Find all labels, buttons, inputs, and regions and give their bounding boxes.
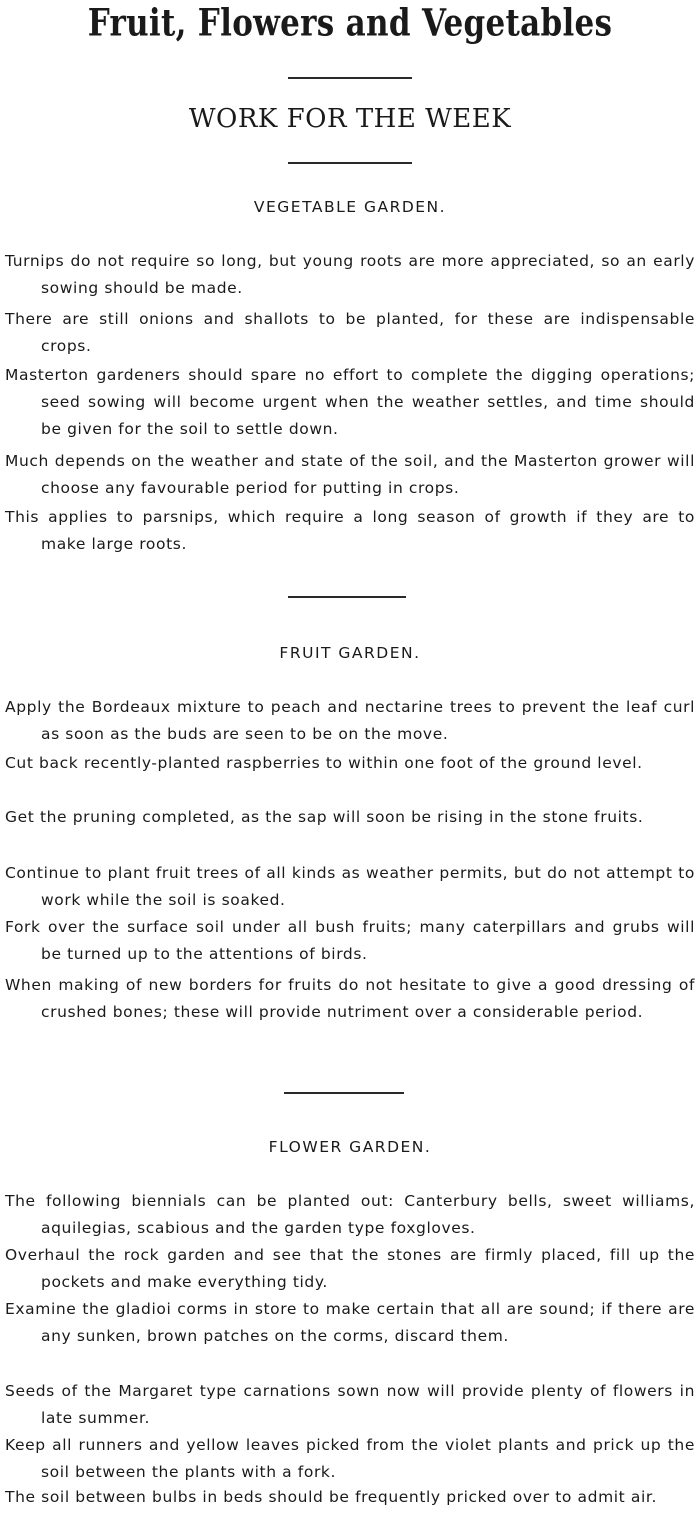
section-rule <box>284 1092 404 1094</box>
list-item: The soil between bulbs in beds should be frequently pricked over to admit air. <box>5 1488 657 1506</box>
list-item: Turnips do not require so long, but young roots are more appreciated, so an early sowing should be made. <box>5 252 695 297</box>
list-item: Much depends on the weather and state of the soil, and the Masterton grower will choose any favourable period for putting in crops. <box>5 452 695 497</box>
list-item: Fork over the surface soil under all bush fruits; many caterpillars and grubs will be turned up to the attentions of birds. <box>5 918 695 963</box>
list-item: When making of new borders for fruits do not hesitate to give a good dressing of crushed bones; these will provide nutriment over a considerable period. <box>5 976 695 1021</box>
title-rule <box>288 77 412 79</box>
list-item: Cut back recently-planted raspberries to within one foot of the ground level. <box>5 754 643 772</box>
list-item: Get the pruning completed, as the sap will soon be rising in the stone fruits. <box>5 808 644 826</box>
list-item: Overhaul the rock garden and see that the stones are firmly placed, fill up the pockets and make everything tidy. <box>5 1246 695 1291</box>
list-item: The following biennials can be planted out: Canterbury bells, sweet williams, aquilegias, scabious and the garden type foxgloves. <box>5 1192 695 1237</box>
section-title-vegetable-garden: VEGETABLE GARDEN. <box>253 198 447 216</box>
list-item: Continue to plant fruit trees of all kinds as weather permits, but do not attempt to work while the soil is soaked. <box>5 864 695 909</box>
article-title: Fruit, Flowers and Vegetables <box>87 2 613 46</box>
section-title-flower-garden: FLOWER GARDEN. <box>268 1138 432 1156</box>
section-title-fruit-garden: FRUIT GARDEN. <box>279 644 421 662</box>
list-item: Examine the gladioi corms in store to make certain that all are sound; if there are any sunken, brown patches on the corms, discard them. <box>5 1300 695 1345</box>
list-item: Apply the Bordeaux mixture to peach and nectarine trees to prevent the leaf curl as soon as the buds are seen to be on the move. <box>5 698 695 743</box>
section-rule <box>288 596 406 598</box>
list-item: There are still onions and shallots to be planted, for these are indispensable crops. <box>5 310 695 355</box>
article-subtitle: WORK FOR THE WEEK <box>188 104 512 134</box>
list-item: Keep all runners and yellow leaves picked from the violet plants and prick up the soil between the plants with a fork. <box>5 1436 695 1481</box>
list-item: Seeds of the Margaret type carnations sown now will provide plenty of flowers in late summer. <box>5 1382 695 1427</box>
list-item: This applies to parsnips, which require a long season of growth if they are to make large roots. <box>5 508 695 553</box>
list-item: Masterton gardeners should spare no effort to complete the digging operations; seed sowing will become urgent when the weather settles, and time should be given for the soil to settle down. <box>5 366 695 438</box>
subtitle-rule <box>288 162 412 164</box>
